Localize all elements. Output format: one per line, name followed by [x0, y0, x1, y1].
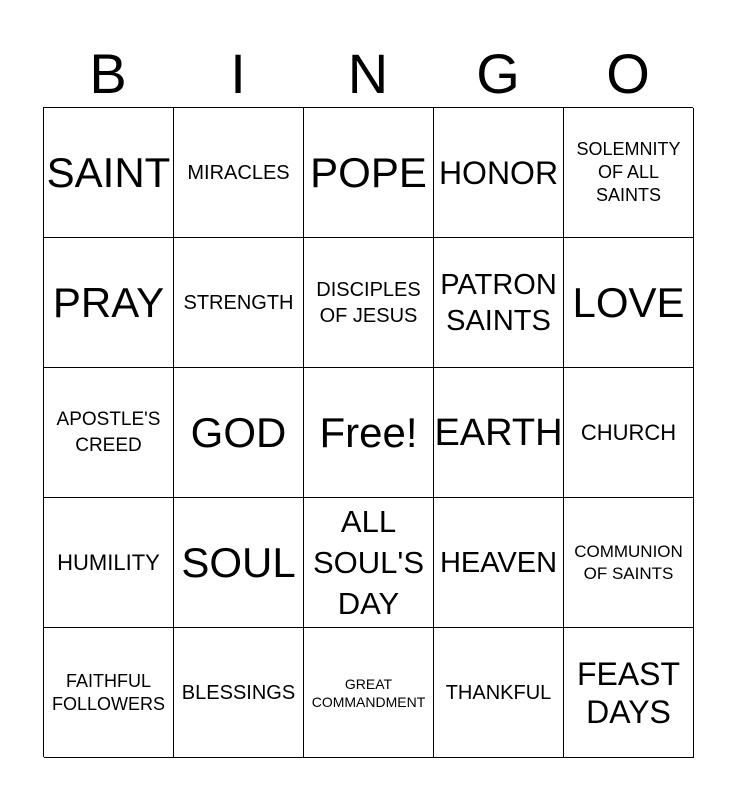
header-letter-o: O	[606, 42, 650, 105]
cell-label: CHURCH	[580, 419, 677, 445]
cell-label: PRAY	[52, 278, 165, 326]
cell-label: DISCIPLES OF JESUS	[316, 278, 421, 327]
cell-label: ALL SOUL'S DAY	[312, 504, 424, 621]
cell-label: COMMUNION OF SAINTS	[574, 541, 683, 583]
bingo-cell[interactable]	[434, 108, 564, 238]
cell-label: STRENGTH	[183, 291, 294, 314]
cell-label: PATRON SAINTS	[440, 268, 557, 337]
bingo-cell[interactable]	[564, 498, 694, 628]
cell-label: SAINT	[46, 148, 171, 196]
bingo-cell[interactable]	[174, 498, 304, 628]
cell-label: FEAST DAYS	[576, 655, 681, 730]
header-letter-g: G	[476, 42, 520, 105]
bingo-board	[43, 107, 693, 757]
bingo-cell[interactable]	[174, 628, 304, 758]
cell-label: EARTH	[434, 411, 563, 454]
cell-label: MIRACLES	[187, 161, 290, 184]
cell-label: APOSTLE'S CREED	[56, 408, 161, 456]
bingo-cell[interactable]	[434, 238, 564, 368]
header-letter-n: N	[347, 42, 389, 105]
header-letter-i: I	[230, 42, 246, 105]
cell-label: BLESSINGS	[181, 681, 296, 704]
bingo-cell[interactable]	[564, 628, 694, 758]
cell-label: HUMILITY	[57, 549, 160, 575]
cell-label: HONOR	[438, 154, 559, 191]
cell-label: FAITHFUL FOLLOWERS	[51, 670, 166, 714]
bingo-cell[interactable]	[44, 238, 174, 368]
cell-label: GOD	[190, 408, 287, 456]
bingo-cell[interactable]	[564, 108, 694, 238]
cell-label: POPE	[310, 148, 427, 196]
free-space-label: Free!	[319, 408, 418, 456]
bingo-cell[interactable]	[44, 368, 174, 498]
cell-label: SOUL	[181, 538, 296, 586]
bingo-cell[interactable]	[174, 238, 304, 368]
bingo-cell[interactable]	[174, 108, 304, 238]
cell-label: GREAT COMMANDMENT	[311, 675, 426, 710]
bingo-cell[interactable]	[44, 628, 174, 758]
bingo-cell[interactable]	[44, 108, 174, 238]
bingo-cell[interactable]	[564, 368, 694, 498]
header-letter-b: B	[89, 42, 127, 105]
bingo-header	[43, 40, 693, 108]
bingo-cell[interactable]	[174, 368, 304, 498]
bingo-cell[interactable]	[304, 238, 434, 368]
bingo-cell[interactable]	[44, 498, 174, 628]
bingo-cell[interactable]	[304, 628, 434, 758]
bingo-cell[interactable]	[304, 108, 434, 238]
bingo-cell[interactable]	[304, 498, 434, 628]
bingo-cell[interactable]	[564, 238, 694, 368]
cell-label: THANKFUL	[445, 681, 552, 704]
bingo-cell[interactable]	[434, 628, 564, 758]
free-space-cell[interactable]	[304, 368, 434, 498]
cell-label: SOLEMNITY OF ALL SAINTS	[576, 139, 681, 205]
cell-label: LOVE	[572, 278, 685, 326]
cell-label: HEAVEN	[439, 546, 558, 579]
bingo-cell[interactable]	[434, 368, 564, 498]
bingo-cell[interactable]	[434, 498, 564, 628]
